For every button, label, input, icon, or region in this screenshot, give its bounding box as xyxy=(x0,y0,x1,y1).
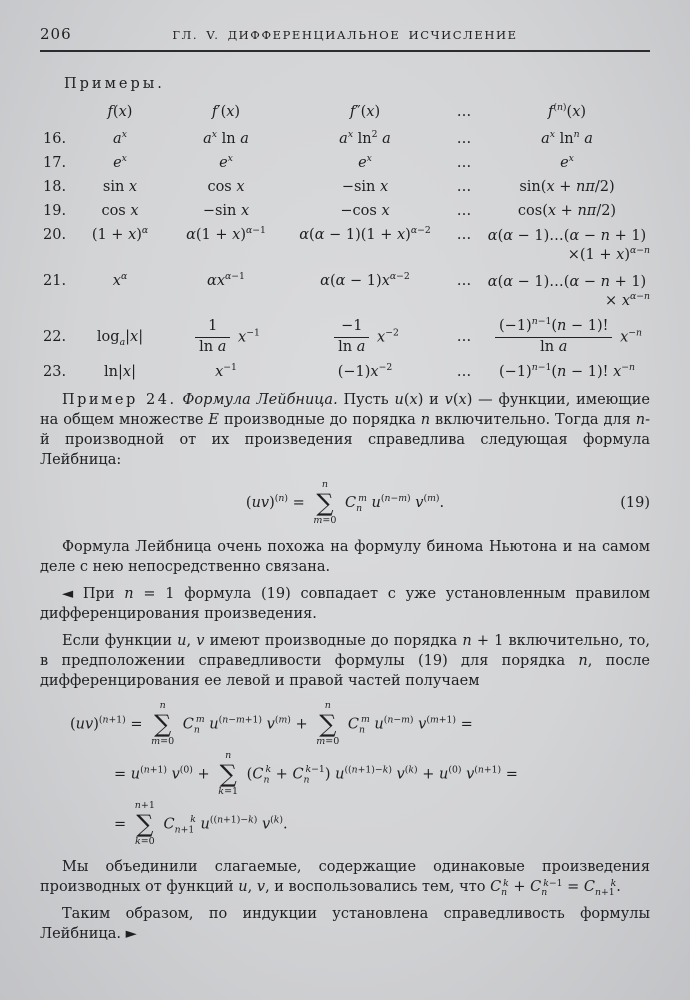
fraction: $\frac{1}{\text{ln a}}$ xyxy=(195,319,230,356)
table-header-cell: $f^{(n)}(x)$ xyxy=(547,102,587,120)
table-row xyxy=(40,203,650,219)
fraction: $\frac{(-1)^{n-1}(n - 1)!}{\text{ln a}}$ xyxy=(495,319,612,356)
table-cell: cos(x + nπ/2) xyxy=(517,203,617,219)
para-induction-setup: Если функции u, v имеют производные до порядка n + 1 включительно, то, в предположении справедливости формулы (19) для порядка n, после дифференцирования ее левой и правой частей получаем xyxy=(40,632,651,689)
table-cell: … xyxy=(456,155,472,171)
sigma-symbol: ∑ xyxy=(219,760,237,789)
table-cell xyxy=(484,273,650,311)
table-cell: −sin x xyxy=(341,179,389,195)
header-rule xyxy=(40,50,650,52)
table-cell: $\frac{(-1)^{n-1}(n - 1)!}{\text{ln a}}$ $x^{-n}$ xyxy=(484,319,650,356)
table-cell: $\frac{1}{\text{ln a}}$ $x^{-1}$ xyxy=(166,319,286,356)
table-cell: … xyxy=(456,273,472,289)
row-number: 21. xyxy=(43,273,67,289)
table-cell-line: × $x^{\alpha-n}$ xyxy=(605,291,650,309)
summation: n ∑ m=0 xyxy=(316,699,340,748)
table-header-cell: f′(x) xyxy=(211,104,241,120)
page-header xyxy=(40,25,650,43)
derivation-line: = n+1 ∑ k=0 $C_{n+1}^k$ $u^{((n+1)-k)}$ $v^{(k)}$. xyxy=(114,799,288,847)
table-cell: cos x xyxy=(207,179,245,195)
table-cell: $e^x$ xyxy=(113,153,127,171)
derivation-block xyxy=(70,701,650,848)
table-cell: $(1 + x)^\alpha$ xyxy=(91,225,149,243)
row-number: 20. xyxy=(43,227,67,243)
table-cell: $e^x$ xyxy=(560,153,574,171)
sigma-symbol: ∑ xyxy=(319,710,337,739)
inline-math: n xyxy=(578,652,588,669)
table-cell: … xyxy=(456,179,472,195)
inline-math: E xyxy=(208,411,220,428)
sigma-symbol: ∑ xyxy=(154,710,172,739)
row-number: 23. xyxy=(43,363,67,380)
sigma-symbol: ∑ xyxy=(136,809,154,838)
table-cell: $e^x$ xyxy=(358,153,372,171)
para-combining-terms: Мы объединили слагаемые, содержащие одинаковые произведения производных от функций u, v, и воспользовались тем, что $C_n^k + C_n^{k-1} = C_{n+1}^k$. xyxy=(40,859,650,899)
table-header-cell: f(x) xyxy=(107,104,133,120)
row-number: 19. xyxy=(43,203,67,219)
table-row xyxy=(40,131,650,147)
table-cell: $\alpha x^{\alpha-1}$ xyxy=(207,271,245,289)
inline-math: u, v xyxy=(177,632,205,649)
inline-math: n xyxy=(420,411,431,428)
inline-math: $C_n^k + C_n^{k-1} = C_{n+1}^k$ xyxy=(490,877,617,899)
table-cell: $a^x$ $\ln^2 a$ xyxy=(339,129,391,147)
table-row xyxy=(40,364,650,380)
inline-math: n + 1 xyxy=(462,632,504,649)
table-cell-line: $\times(1 + x)^{\alpha-n}$ xyxy=(567,245,650,263)
table-cell: $(-1)x^{-2}$ xyxy=(337,362,393,380)
derivation-line: (uv)$^{(n+1)}$ = n ∑ m=0 $C_n^m$ $u^{(n-m+1)}$ $v^{(m)}$ + n ∑ m=0 $C_n^m$ $u^{(n-m)}$ $v^{(m+1)}$ = xyxy=(70,699,473,748)
table-header-cell: f″(x) xyxy=(349,104,381,120)
table-cell: … xyxy=(456,131,472,147)
formula-19 xyxy=(40,480,650,527)
table-cell: … xyxy=(456,227,472,243)
table-cell: ln|x| xyxy=(104,363,136,380)
table-cell: sin(x + nπ/2) xyxy=(519,179,615,195)
inline-math: n = 1 xyxy=(124,585,175,602)
summation: n+1 ∑ k=0 xyxy=(134,799,155,847)
table-cell: … xyxy=(456,203,472,219)
row-number: 22. xyxy=(43,329,67,346)
table-cell: cos x xyxy=(101,203,139,219)
page-body xyxy=(40,76,650,944)
table-cell: $\frac{-1}{\text{ln a}}$ $x^{-2}$ xyxy=(286,319,444,356)
table-header-row xyxy=(40,104,650,120)
table-cell: $a^x$ $\ln^n a$ xyxy=(541,129,593,147)
equation-number-19: (19) xyxy=(620,495,650,512)
inline-math: v(x) xyxy=(444,391,473,408)
sigma-symbol: ∑ xyxy=(316,489,334,518)
summation: n ∑ k=1 xyxy=(218,749,239,798)
table-cell: −cos x xyxy=(340,203,390,219)
inline-math: u, v xyxy=(238,879,266,896)
table-header-cell: … xyxy=(456,104,472,120)
table-row xyxy=(40,273,650,311)
para-conclusion: Таким образом, по индукции установлена справедливость формулы Лейбница. ► xyxy=(40,906,650,943)
table-cell: … xyxy=(456,363,472,380)
row-number: 17. xyxy=(43,155,67,171)
derivation-line: = $u^{(n+1)}$ $v^{(0)}$ + n ∑ k=1 $(C_n^k + C_n^{k-1})$ $u^{((n+1)-k)}$ $v^{(k)} + u^{(0)}$ $v^{(n+1)}$ = xyxy=(114,749,518,798)
inline-math: u(x) xyxy=(394,391,424,408)
formula-19-math: (uv)$^{(n)}$ = n ∑ m=0 $C_n^m$ $u^{(n-m)}$ $v^{(m)}$. xyxy=(245,478,445,527)
table-cell: $a^x$ xyxy=(113,129,127,147)
table-cell-line: α(α − 1)…(α − n + 1) xyxy=(487,228,647,244)
table-row xyxy=(40,316,650,356)
running-head: ГЛ. V. ДИФФЕРЕНЦИАЛЬНОЕ ИСЧИСЛЕНИЕ xyxy=(172,28,518,42)
table-cell: $x^\alpha$ xyxy=(112,271,128,289)
table-cell: $e^x$ xyxy=(219,153,233,171)
table-row xyxy=(40,155,650,171)
table-cell: $\alpha(\alpha - 1)(1 + x)^{\alpha-2}$ xyxy=(299,225,431,243)
summation: n ∑ m=0 xyxy=(151,699,175,748)
table-cell: $a^x$ ln a xyxy=(203,129,249,147)
table-row xyxy=(40,179,650,195)
table-cell xyxy=(484,227,650,265)
fraction: $\frac{-1}{\text{ln a}}$ xyxy=(334,319,369,356)
table-row xyxy=(40,227,650,265)
table-cell: −sin x xyxy=(202,203,250,219)
table-cell: $\alpha(\alpha - 1)x^{\alpha-2}$ xyxy=(320,271,410,289)
inline-math: n xyxy=(635,411,646,428)
table-cell: $(-1)^{n-1}(n - 1)$! $x^{-n}$ xyxy=(499,362,635,380)
table-cell: $\alpha(1 + x)^{\alpha-1}$ xyxy=(186,225,266,243)
table-cell: sin x xyxy=(102,179,138,195)
summation: n ∑ m=0 xyxy=(313,478,337,527)
row-number: 18. xyxy=(43,179,67,195)
derivatives-table xyxy=(40,104,650,380)
table-cell: $x^{-1}$ xyxy=(215,362,237,380)
examples-heading: Примеры. xyxy=(64,76,165,92)
para-n-equals-1: ◄ При n = 1 формула (19) совпадает с уже установленным правилом дифференцирования произведения. xyxy=(40,585,650,622)
row-number: 16. xyxy=(43,131,67,147)
table-cell: … xyxy=(456,329,472,346)
table-cell: $\log_a|x|$ xyxy=(96,329,144,349)
para-example-24: Пример 24. Формула Лейбница. Пусть u(x) и v(x) — функции, имеющие на общем множестве E производные до порядка n включительно. Тогда для n-й производной от их произведения справедлива следующая формула Лейбница: xyxy=(40,391,651,468)
para-newton-comparison: Формула Лейбница очень похожа на формулу бинома Ньютона и на самом деле с нею непосредственно связана. xyxy=(40,538,650,575)
table-cell-line: α(α − 1)…(α − n + 1) xyxy=(487,274,647,290)
page-number: 206 xyxy=(40,25,72,43)
